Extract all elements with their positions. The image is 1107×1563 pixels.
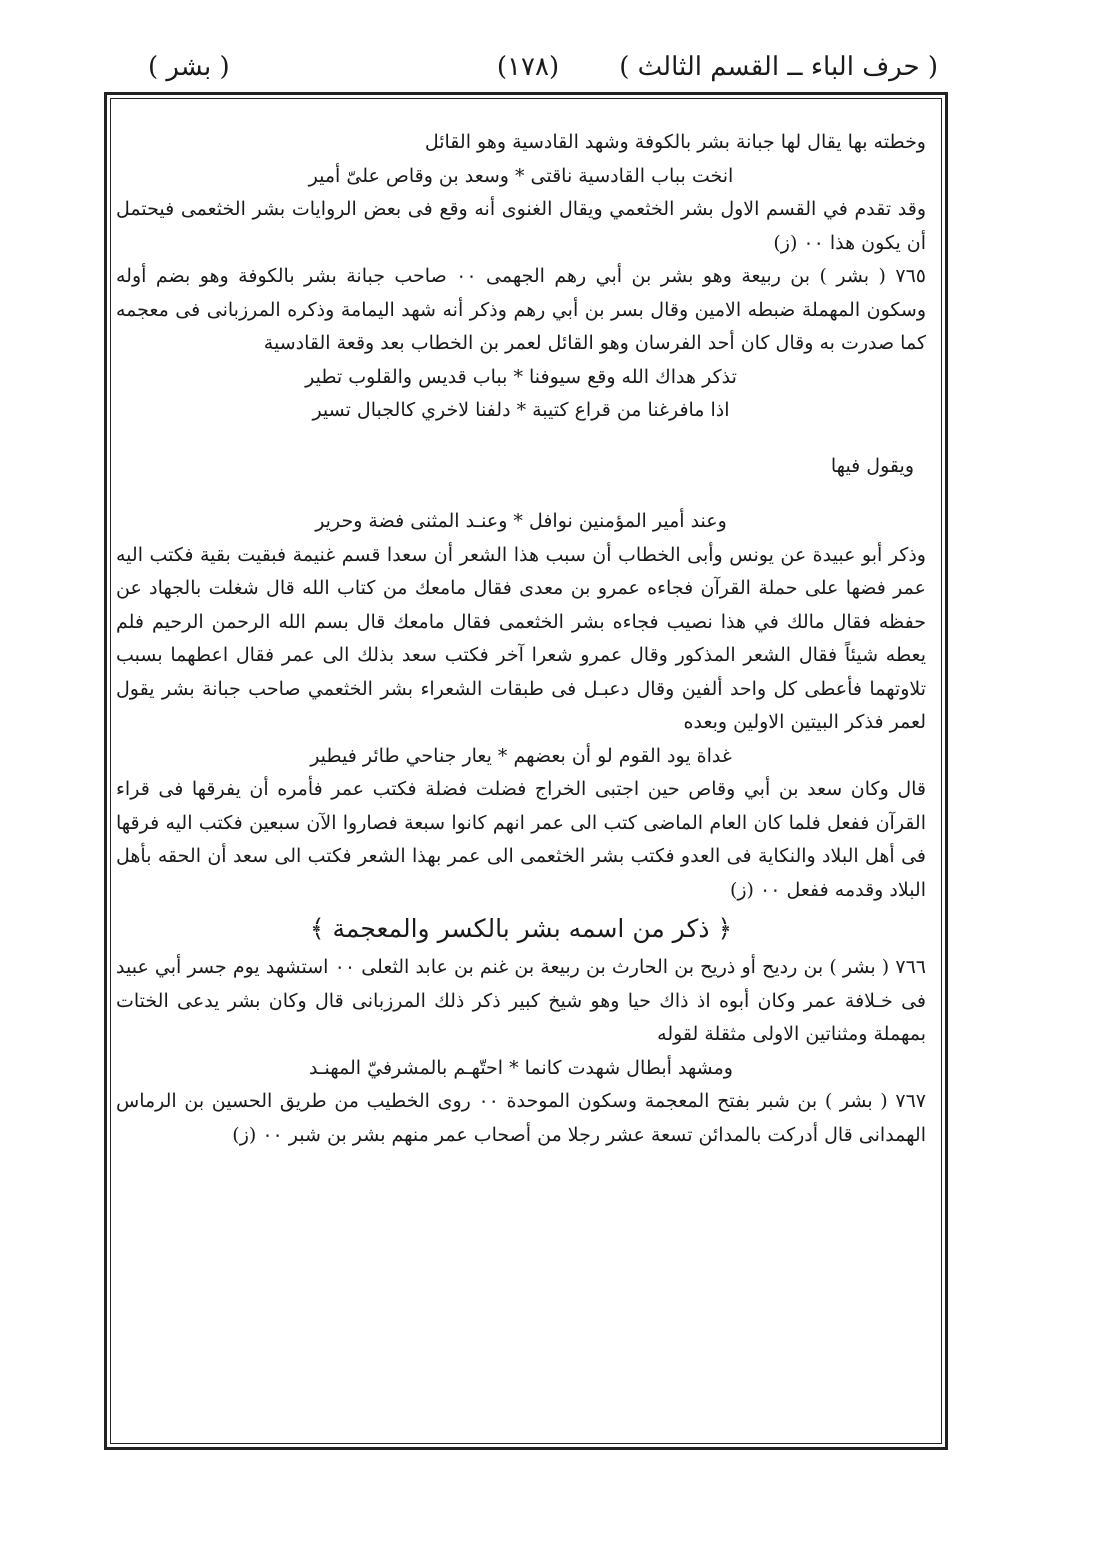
verse: وعند أمير المؤمنين نوافل * وعنـد المثنى فضة وحرير [315, 510, 727, 532]
paragraph: قال وكان سعد بن أبي وقاص حين اجتبى الخراج فضلت فضلة فكتب عمر فأمره أن يفرقها فى قراء القرآن ففعل فلما كان العام الماضى كتب الى عمر انهم كانوا سبعة فصاروا الآن سبعين فكتب اليه فرقها فى أهل البلاد والنكاية فى العدو فكتب بشر الخثعمى الى عمر بهذا الشعر فكتب الى سعد أن الحقه بأهل البلاد وقدمه ففعل ٠٠ (ز) [116, 778, 926, 901]
paragraph: ويقول فيها [830, 454, 914, 477]
verse: اذا مافرغنا من قراع كتيبة * دلفنا لاخري كالجبال تسير [312, 399, 730, 421]
section-title: ﴿ ذكر من اسمه بشر بالكسر والمعجمة ﴾ [309, 914, 733, 943]
verse: انخت بباب القادسية ناقتى * وسعد بن وقاص علىّ أمير [308, 164, 734, 187]
chapter-heading: ( حرف الباء ــ القسم الثالث ) [619, 52, 938, 82]
page-body [116, 126, 926, 1152]
verse: ومشهد أبطال شهدت كانما * احتّهـم بالمشرفيّ المهنـد [308, 1056, 733, 1079]
page-number: (١٧٨) [496, 52, 560, 82]
entry-heading: ( بشر ) [148, 52, 230, 82]
verse: غداة يود القوم لو أن بعضهم * يعار جناحي طائر فيطير [310, 744, 732, 767]
page-header [118, 52, 938, 92]
paragraph: وخطته بها يقال لها جبانة بشر بالكوفة وشهد القادسية وهو القائل [424, 131, 926, 153]
paragraph: وقد تقدم في القسم الاول بشر الخثعمي ويقال الغنوى أنه وقع فى بعض الروايات بشر الخثعمى فيحتمل أن يكون هذا ٠٠ (ز) [116, 198, 926, 254]
verse: تذكر هداك الله وقع سيوفنا * بباب قديس والقلوب تطير [305, 365, 737, 388]
entry-767: ٧٦٧ ( بشر ) بن شبر بفتح المعجمة وسكون الموحدة ٠٠ روى الخطيب من طريق الحسين بن الرماس الهمدانى قال أدركت بالمدائن تسعة عشر رجلا من أصحاب عمر منهم بشر بن شبر ٠٠ (ز) [116, 1090, 926, 1146]
paragraph: وذكر أبو عبيدة عن يونس وأبى الخطاب أن سبب هذا الشعر أن سعدا قسم غنيمة فبقيت بقية فكتب اليه عمر فضها على حملة القرآن فجاءه عمرو بن معدى فقال مامعك من كتاب الله قال شغلت بالجهاد عن حفظه فقال مالك في هذا نصيب فجاءه بشر الخثعمى فقال مامعك قال بسم الله الرحمن الرحيم فلم يعطه شيئاً فقال الشعر المذكور وقال عمرو شعرا آخر فكتب سعد بذلك الى عمر فقال اعطهما بسبب تلاوتهما فأعطى كل واحد ألفين وقال دعبـل فى طبقات الشعراء بشر الخثعمي صاحب جبانة بشر يقول لعمر فذكر البيتين الاولين وبعده [116, 543, 926, 733]
entry-766: ٧٦٦ ( بشر ) بن رديح أو ذريح بن الحارث بن ربيعة بن غنم بن عابد الثعلى ٠٠ استشهد يوم جسر أبي عبيد فى خـلافة عمر وكان أبوه اذ ذاك حيا وهو شيخ كبير ذكر ذلك المرزبانى قال وكان بشر يدعى الختات بمهملة ومثناتين الاولى مثقلة لقوله [116, 956, 926, 1045]
entry-765: ٧٦٥ ( بشر ) بن ربيعة وهو بشر بن أبي رهم الجهمى ٠٠ صاحب جبانة بشر بالكوفة وهو بضم أوله وسكون المهملة ضبطه الامين وقال بسر بن أبي رهم وذكر أنه شهد اليمامة وذكره المرزبانى فى معجمه كما صدرت به وقال كان أحد الفرسان وهو القائل لعمر بن الخطاب بعد وقعة القادسية [116, 265, 926, 354]
